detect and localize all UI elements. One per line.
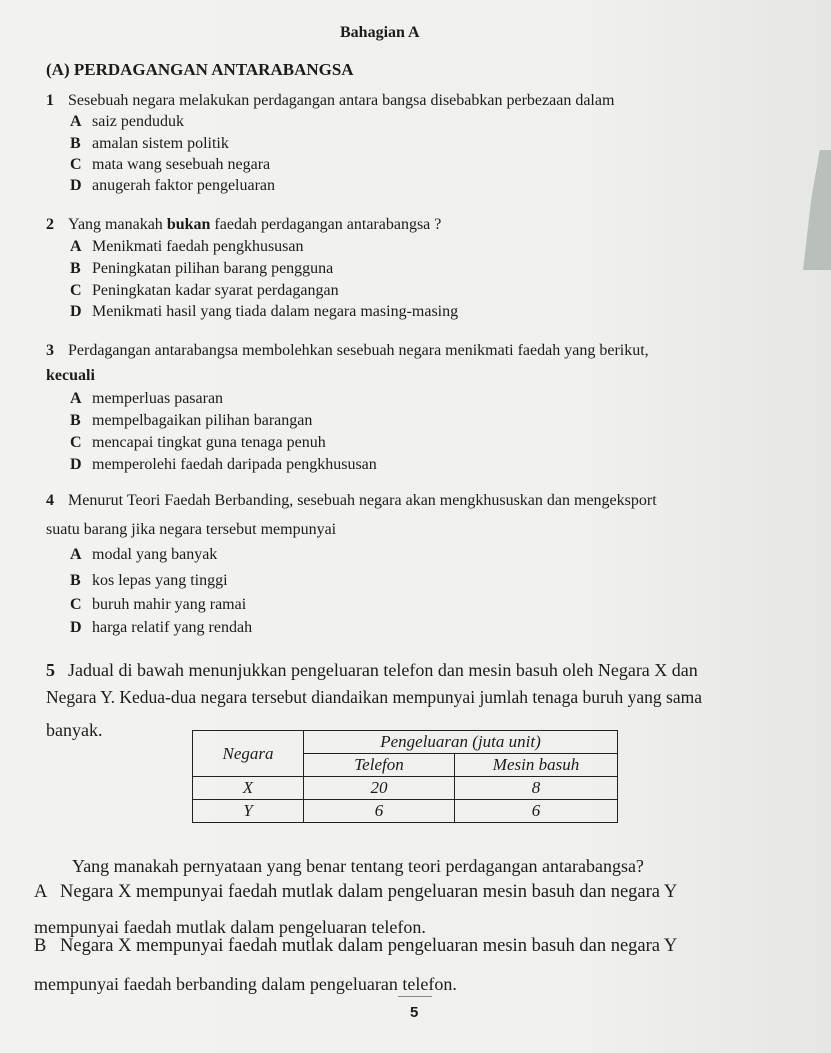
question-3: 3 Perdagangan antarabangsa membolehkan sesebuah negara menikmati faedah yang berikut, xyxy=(46,342,649,359)
q3-option-b[interactable]: B mempelbagaikan pilihan barangan xyxy=(70,412,313,429)
q1-option-c[interactable]: C mata wang sesebuah negara xyxy=(70,156,271,173)
page-title: Bahagian A xyxy=(340,24,420,41)
q5-option-b[interactable]: B Negara X mempunyai faedah mutlak dalam pengeluaran mesin basuh dan negara Y xyxy=(34,936,678,956)
q4-option-b[interactable]: B kos lepas yang tinggi xyxy=(70,572,228,589)
q4-option-a[interactable]: A modal yang banyak xyxy=(70,546,218,563)
question-5-prompt: Yang manakah pernyataan yang benar tentang teori perdagangan antarabangsa? xyxy=(72,856,644,876)
header-mesin-basuh: Mesin basuh xyxy=(455,754,618,777)
q5-option-a-line-2: mempunyai faedah mutlak dalam pengeluaran telefon. xyxy=(34,917,426,937)
question-text: Sesebuah negara melakukan perdagangan antara bangsa disebabkan perbezaan dalam xyxy=(68,92,615,109)
question-4-line-2: suatu barang jika negara tersebut mempunyai xyxy=(46,521,337,538)
q2-option-d[interactable]: D Menikmati hasil yang tiada dalam negara masing-masing xyxy=(70,303,459,320)
q2-option-c[interactable]: C Peningkatan kadar syarat perdagangan xyxy=(70,282,339,299)
section-heading: (A) PERDAGANGAN ANTARABANGSA xyxy=(46,60,354,79)
q1-option-a[interactable]: A saiz penduduk xyxy=(70,113,184,130)
production-table xyxy=(192,730,618,823)
question-4: 4 Menurut Teori Faedah Berbanding, sesebuah negara akan mengkhususkan dan mengeksport xyxy=(46,492,657,509)
q1-option-b[interactable]: B amalan sistem politik xyxy=(70,135,229,152)
header-negara: Negara xyxy=(193,731,304,777)
question-5-line-3: banyak. xyxy=(46,720,103,740)
table-row: Y 6 6 xyxy=(193,800,618,823)
q4-option-d[interactable]: D harga relatif yang rendah xyxy=(70,619,253,636)
question-5: 5 Jadual di bawah menunjukkan pengeluaran telefon dan mesin basuh oleh Negara X dan xyxy=(46,660,698,680)
question-number: 1 xyxy=(46,92,54,109)
q2-option-b[interactable]: B Peningkatan pilihan barang pengguna xyxy=(70,260,334,277)
page-number: 5 xyxy=(410,1004,419,1021)
question-3-line-2: kecuali xyxy=(46,367,95,384)
q2-option-a[interactable]: A Menikmati faedah pengkhususan xyxy=(70,238,304,255)
question-1 xyxy=(46,92,614,110)
header-telefon: Telefon xyxy=(304,754,455,777)
q4-option-c[interactable]: C buruh mahir yang ramai xyxy=(70,596,247,613)
question-2: 2 Yang manakah bukan faedah perdagangan antarabangsa ? xyxy=(46,216,442,233)
page-edge-shadow xyxy=(803,150,831,270)
q5-option-a[interactable]: A Negara X mempunyai faedah mutlak dalam pengeluaran mesin basuh dan negara Y xyxy=(34,882,678,902)
q3-option-c[interactable]: C mencapai tingkat guna tenaga penuh xyxy=(70,434,326,451)
q5-option-b-line-2: mempunyai faedah berbanding dalam pengeluaran telefon. xyxy=(34,974,457,994)
table-row: X 20 8 xyxy=(193,777,618,800)
q3-option-d[interactable]: D memperolehi faedah daripada pengkhususan xyxy=(70,456,377,473)
q3-option-a[interactable]: A memperluas pasaran xyxy=(70,390,224,407)
page-number-rule xyxy=(398,996,432,997)
q1-option-d[interactable]: D anugerah faktor pengeluaran xyxy=(70,177,276,194)
header-pengeluaran: Pengeluaran (juta unit) xyxy=(304,731,618,754)
question-5-line-2: Negara Y. Kedua-dua negara tersebut diandaikan mempunyai jumlah tenaga buruh yang sama xyxy=(46,687,703,707)
